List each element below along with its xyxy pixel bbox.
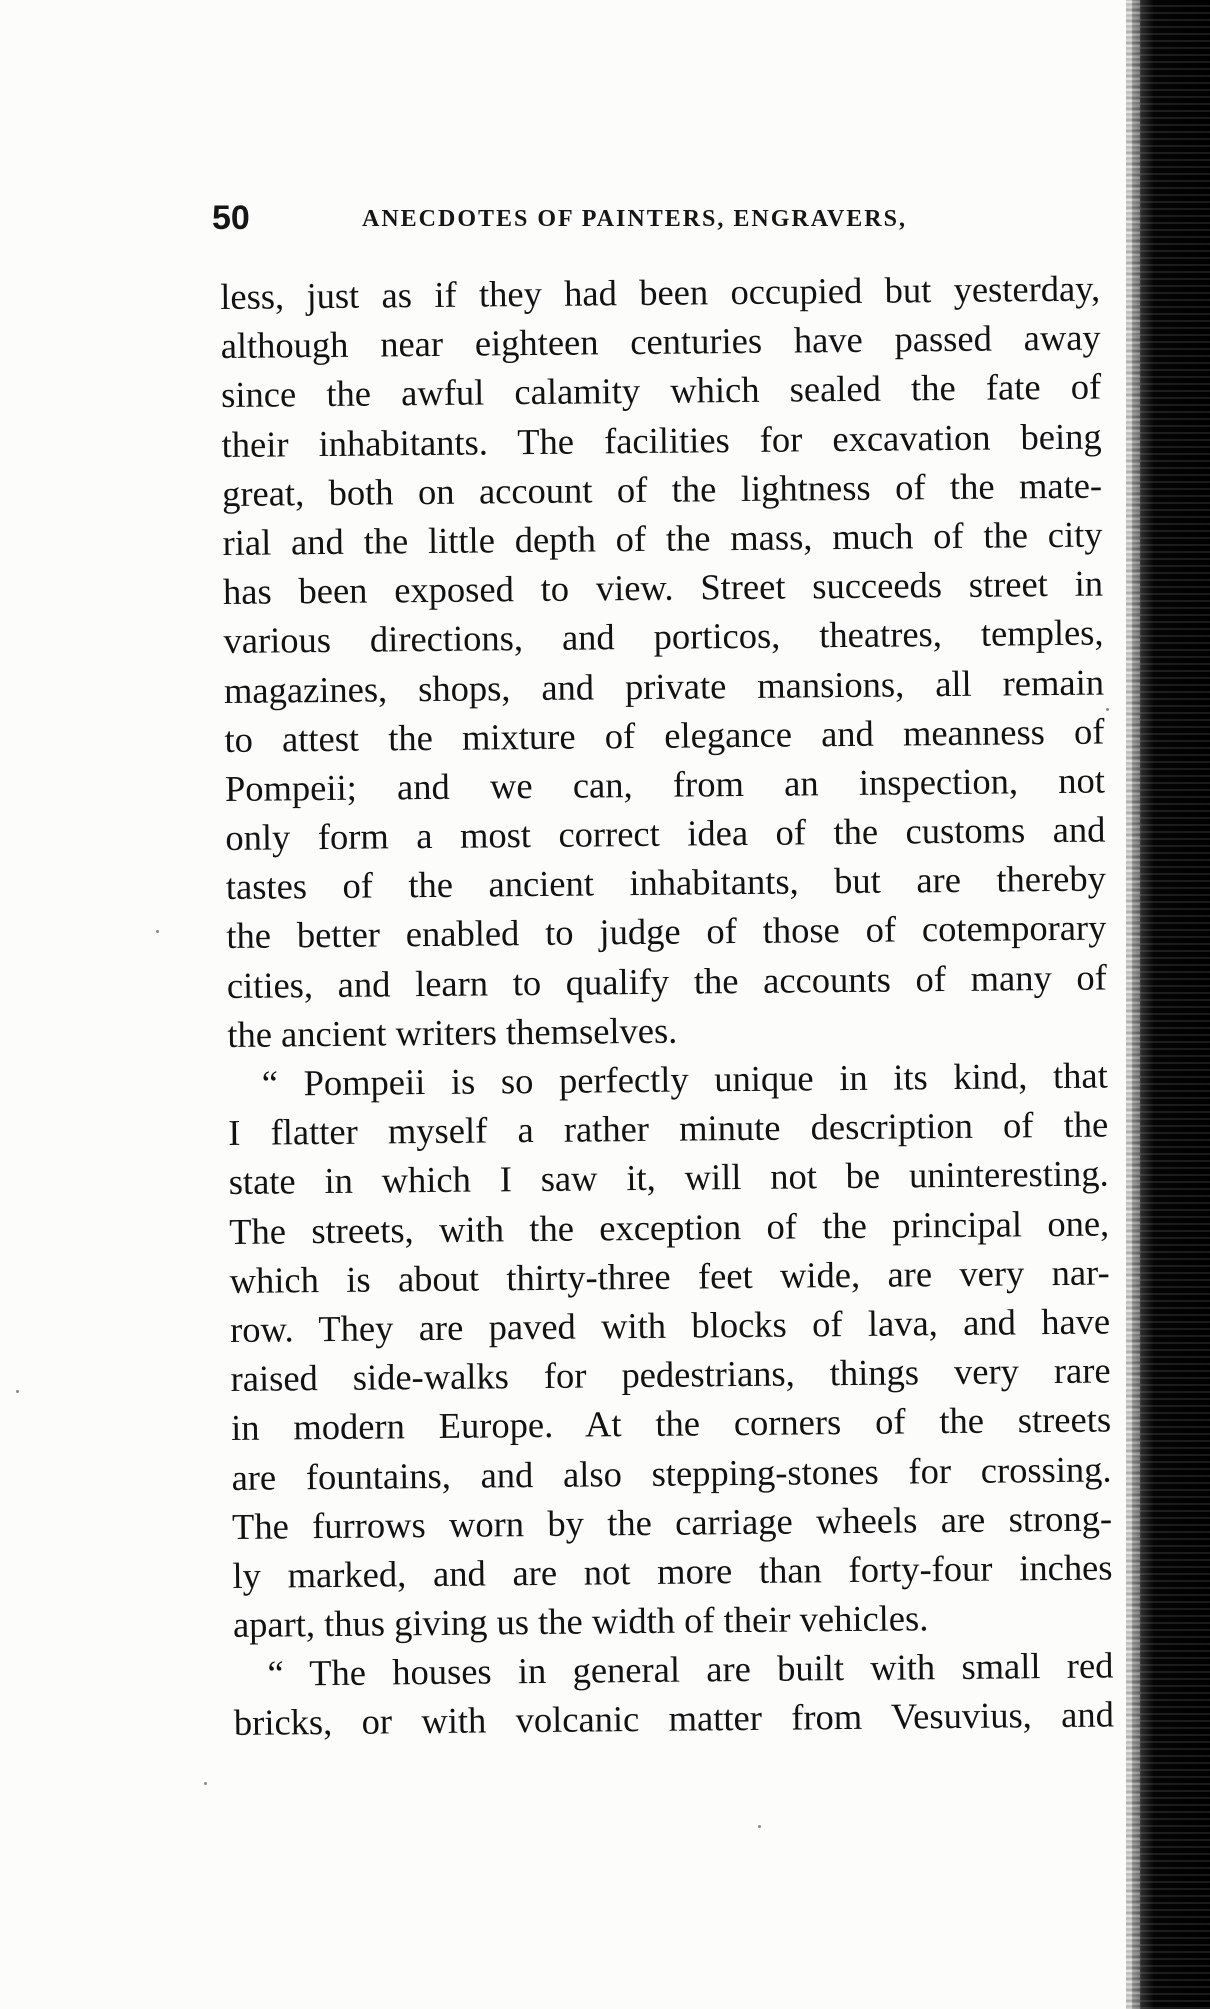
text-line: ly marked, and are not more than forty-four inches — [232, 1546, 1113, 1596]
text-line: are fountains, and also stepping-stones for crossing. — [231, 1447, 1112, 1498]
text-line: The streets, with the exception of the principal one, — [229, 1202, 1110, 1252]
running-head: ANECDOTES OF PAINTERS, ENGRAVERS, — [362, 206, 907, 232]
text-line: various directions, and porticos, theatres, temples, — [223, 611, 1104, 662]
body-text — [220, 264, 1114, 1748]
text-line: the ancient writers themselves. — [227, 1009, 678, 1055]
text-line: which is about thirty-three feet wide, are very nar- — [229, 1251, 1110, 1301]
page-binding-edge — [1132, 0, 1210, 2009]
text-line: raised side-walks for pedestrians, things very rare — [230, 1349, 1111, 1400]
text-line: has been exposed to view. Street succeeds street in — [222, 562, 1104, 613]
text-line: magazines, shops, and private mansions, all remain — [223, 661, 1105, 711]
scan-speck — [1106, 708, 1109, 711]
page-number: 50 — [212, 199, 250, 237]
text-line: “ Pompeii is so perfectly unique in its kind, that — [261, 1054, 1108, 1104]
text-line: although near eighteen centuries have passed away — [220, 316, 1101, 367]
scan-speck — [16, 1390, 19, 1393]
text-line: their inhabitants. The facilities for excavation being — [221, 415, 1102, 465]
page-edge-fringe — [1126, 0, 1140, 2009]
text-line: I flatter myself a rather minute description of the — [228, 1103, 1109, 1154]
text-line: cities, and learn to qualify the accounts of many of — [226, 956, 1108, 1006]
text-line: Pompeii; and we can, from an inspection, not — [224, 759, 1106, 809]
text-line: great, both on account of the lightness of the mate- — [221, 464, 1103, 514]
page-header — [212, 198, 1092, 238]
scan-speck — [204, 1782, 207, 1785]
text-line: in modern Europe. At the corners of the streets — [230, 1398, 1112, 1449]
text-line: the better enabled to judge of those of cotemporary — [226, 906, 1107, 957]
text-line: state in which I saw it, will not be uninteresting. — [228, 1152, 1109, 1203]
text-line: only form a most correct idea of the customs and — [225, 808, 1106, 859]
text-line: “ The houses in general are built with small red — [267, 1644, 1114, 1694]
text-line: to attest the mixture of elegance and meanness of — [224, 710, 1105, 760]
scan-speck — [758, 1825, 761, 1828]
scan-speck — [156, 930, 159, 933]
text-line: less, just as if they had been occupied but yesterday, — [220, 267, 1101, 317]
text-line: tastes of the ancient inhabitants, but are thereby — [225, 857, 1107, 908]
text-line: rial and the little depth of the mass, much of the city — [222, 513, 1103, 563]
text-line: apart, thus giving us the width of their vehicles. — [232, 1597, 929, 1645]
text-line: The furrows worn by the carriage wheels are strong- — [231, 1497, 1113, 1547]
text-line: bricks, or with volcanic matter from Vesuvius, and — [233, 1693, 1115, 1744]
text-line: since the awful calamity which sealed the fate of — [220, 365, 1102, 416]
text-line: row. They are paved with blocks of lava, and have — [229, 1300, 1111, 1350]
